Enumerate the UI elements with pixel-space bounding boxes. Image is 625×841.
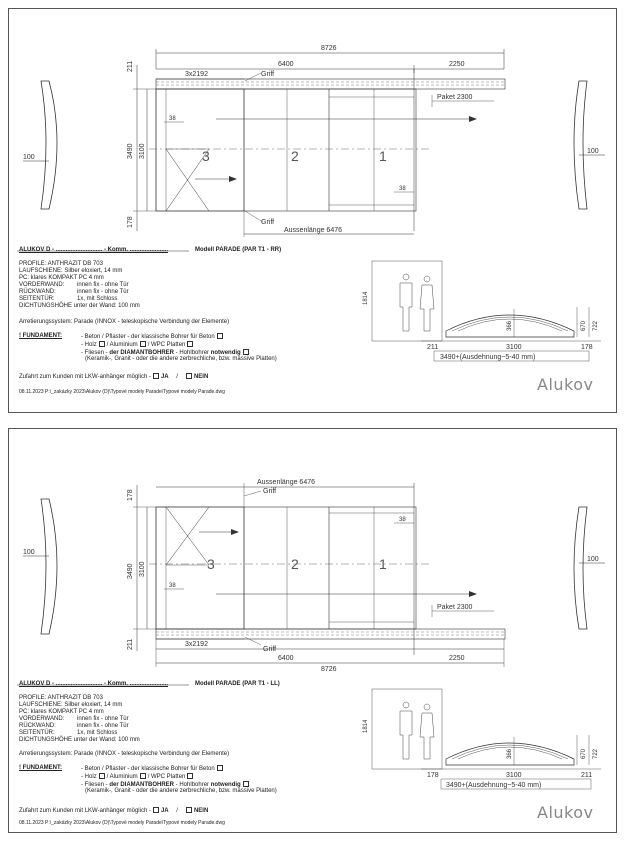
- segment-3-label: 3: [207, 556, 215, 572]
- checkbox-ja[interactable]: [153, 373, 159, 379]
- segment-2-label: 2: [291, 148, 299, 164]
- checkbox-nein[interactable]: [186, 373, 192, 379]
- title-model: Modell PARADE (PAR T1 - LL): [195, 681, 280, 687]
- segment-3-label: 3: [202, 148, 210, 164]
- spec-line: PC: klares KOMPAKT PC 4 mm: [19, 709, 104, 715]
- fundament-note: (Keramik-, Granit - oder die andere zerbrechliche, bzw. massive Platten): [85, 356, 277, 362]
- spec-line: LAUFSCHIENE: Silber eloxiert, 14 mm: [19, 702, 123, 708]
- segment-1-label: 1: [379, 148, 387, 164]
- profile-left: 211: [427, 344, 439, 351]
- profile-h2: 670: [581, 748, 587, 759]
- footer-path: 08.11.2023 P:\_zakázky 2023\Alukov (D)\Typové modely Parade\Typové modely Parade.dwg: [19, 820, 225, 826]
- drawing-sheet-top: [8, 8, 617, 413]
- profile-right: 178: [581, 344, 593, 351]
- spec-line: SEITENTÜR: 1x, mit Schloss: [19, 296, 118, 302]
- spec-line: RÜCKWAND: innen fix - ohne Tür: [19, 289, 129, 295]
- spec-line: VORDERWAND: innen fix - ohne Tür: [19, 716, 129, 722]
- fundament-fliesen: - Fliesen - der DIAMANTBOHRER - Hohlbohrer notwendig: [81, 781, 251, 789]
- segment-2-label: 2: [291, 556, 299, 572]
- label-griff-bottom: Griff: [263, 646, 277, 653]
- dim-side-top: 211: [127, 60, 134, 72]
- checkbox-wpc[interactable]: [187, 341, 193, 347]
- spec-line: LAUFSCHIENE: Silber eloxiert, 14 mm: [19, 268, 123, 274]
- dim-inner: 3100: [139, 143, 146, 159]
- dim-side-view-right: 100: [587, 148, 599, 155]
- checkbox-holz[interactable]: [99, 773, 105, 779]
- title-company: ALUKOV D - ............................ - Komm. .......................: [19, 681, 169, 687]
- footer-path: 08.11.2023 P:\_zakázky 2023\Alukov (D)\Typové modely Parade\Typové modely Parade.dwg: [19, 389, 225, 395]
- verankerung: Arretierungssystem: Parade (INNOX - teleskopische Verbindung der Elemente): [19, 751, 230, 757]
- fundament-holz: - Holz / Aluminium / WPC Platten: [81, 341, 195, 349]
- profile-h2: 670: [581, 320, 587, 331]
- spec-line: SEITENTÜR: 1x, mit Schloss: [19, 730, 118, 736]
- dim-gap-left: 38: [169, 583, 176, 589]
- dim-rail-length: 6400: [278, 655, 294, 662]
- fundament-label: ! FUNDAMENT:: [19, 765, 62, 771]
- dim-gap-left: 38: [169, 116, 176, 122]
- fundament-label: ! FUNDAMENT:: [19, 333, 62, 339]
- checkbox-beton[interactable]: [217, 333, 223, 339]
- zufahrt: Zufahrt zum Kunden mit LKW-anhänger möglich - JA / NEIN: [19, 808, 209, 814]
- spec-line: DICHTUNGSHÖHE unter der Wand: 100 mm: [19, 737, 140, 743]
- fundament-beton: - Beton / Pflaster - der klassische Bohrer für Beton: [81, 333, 225, 341]
- side-view-right: [574, 507, 587, 629]
- profile-height-label: 1814: [363, 291, 369, 305]
- dim-modules: 3x2192: [185, 641, 208, 648]
- alukov-logo: Alukov: [537, 375, 594, 394]
- side-view-right: [574, 81, 587, 209]
- dim-modules: 3x2192: [185, 71, 208, 78]
- profile-left: 178: [427, 772, 439, 779]
- profile-total: 3490+(Ausdehnung~5-40 mm): [440, 354, 536, 361]
- profile-h1: 366: [507, 320, 513, 331]
- profile-h3: 722: [593, 320, 599, 331]
- label-paket: Paket 2300: [437, 94, 473, 101]
- profile-mid: 3100: [506, 772, 522, 779]
- checkbox-ja[interactable]: [153, 807, 159, 813]
- profile-right: 211: [581, 772, 593, 779]
- dim-outer-length: Aussenlänge 6476: [257, 479, 315, 486]
- checkbox-wpc[interactable]: [187, 773, 193, 779]
- spec-line: VORDERWAND: innen fix - ohne Tür: [19, 282, 129, 288]
- checkbox-fliesen[interactable]: [243, 781, 249, 787]
- dim-side-view-left: 100: [23, 549, 35, 556]
- dim-gap-right: 38: [399, 517, 406, 523]
- side-view-left: [41, 499, 57, 634]
- spec-line: PROFILE: ANTHRAZIT DB 703: [19, 695, 103, 701]
- label-griff-top: Griff: [261, 71, 275, 78]
- dim-side-view-right: 100: [587, 556, 599, 563]
- side-view-left: [41, 81, 57, 209]
- spec-line: RÜCKWAND: innen fix - ohne Tür: [19, 723, 129, 729]
- dim-extension: 2250: [449, 61, 465, 68]
- dim-height: 3490: [127, 563, 134, 579]
- checkbox-aluminium[interactable]: [140, 773, 146, 779]
- spec-line: PROFILE: ANTHRAZIT DB 703: [19, 261, 103, 267]
- profile-h1: 366: [507, 748, 513, 759]
- spec-line: DICHTUNGSHÖHE unter der Wand: 100 mm: [19, 303, 140, 309]
- checkbox-nein[interactable]: [186, 807, 192, 813]
- label-griff-top: Griff: [263, 488, 277, 495]
- checkbox-beton[interactable]: [217, 765, 223, 771]
- label-paket: Paket 2300: [437, 604, 473, 611]
- fundament-holz: - Holz / Aluminium / WPC Platten: [81, 773, 195, 781]
- profile-mid: 3100: [506, 344, 522, 351]
- title-company: ALUKOV D - ............................ - Komm. .......................: [19, 247, 169, 253]
- label-griff-bottom: Griff: [261, 219, 275, 226]
- title-model: Modell PARADE (PAR T1 - RR): [195, 247, 282, 253]
- dim-side-bottom: 178: [127, 216, 134, 228]
- profile-total: 3490+(Ausdehnung~5-40 mm): [446, 782, 542, 789]
- alukov-logo: Alukov: [537, 803, 594, 822]
- dim-gap-right: 38: [399, 186, 406, 192]
- dim-height: 3490: [127, 143, 134, 159]
- dim-extension: 2250: [449, 655, 465, 662]
- dim-outer-length: Aussenlänge 6476: [284, 227, 342, 234]
- spec-line: PC: klares KOMPAKT PC 4 mm: [19, 275, 104, 281]
- dim-side-top: 178: [127, 489, 134, 501]
- profile-height-label: 1814: [363, 719, 369, 733]
- dim-rail-length: 6400: [278, 61, 294, 68]
- segment-1-label: 1: [379, 556, 387, 572]
- drawing-sheet-bottom: [8, 428, 617, 833]
- zufahrt: Zufahrt zum Kunden mit LKW-anhänger möglich - JA / NEIN: [19, 374, 209, 380]
- checkbox-holz[interactable]: [99, 341, 105, 347]
- fundament-note: (Keramik-, Granit - oder die andere zerbrechliche, bzw. massive Platten): [85, 788, 277, 794]
- fundament-fliesen: - Fliesen - der DIAMANTBOHRER - Hohlbohrer notwendig: [81, 349, 251, 357]
- dim-total-length: 8726: [321, 666, 337, 673]
- checkbox-fliesen[interactable]: [243, 349, 249, 355]
- dim-side-bottom: 211: [127, 638, 134, 650]
- checkbox-aluminium[interactable]: [140, 341, 146, 347]
- profile-h3: 722: [593, 748, 599, 759]
- fundament-beton: - Beton / Pflaster - der klassische Bohrer für Beton: [81, 765, 225, 773]
- dim-side-view-left: 100: [23, 154, 35, 161]
- verankerung: Arretierungssystem: Parade (INNOX - teleskopische Verbindung der Elemente): [19, 319, 230, 325]
- dim-total-length: 8726: [321, 45, 337, 52]
- dim-inner: 3100: [139, 561, 146, 577]
